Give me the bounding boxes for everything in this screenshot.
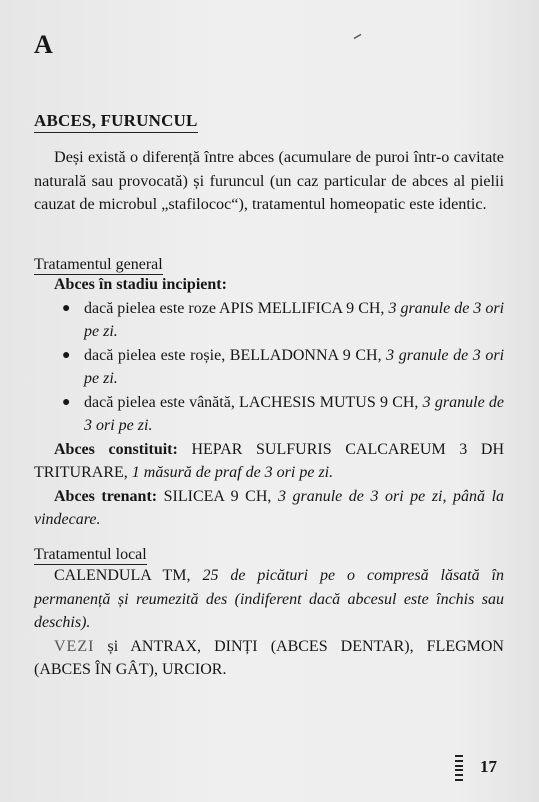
bullet-icon: ●: [62, 300, 71, 316]
constituted-abscess-paragraph: [34, 438, 504, 485]
constituted-dose: 1 măsură de praf de 3 ori pe zi.: [131, 464, 334, 481]
lingering-label: Abces trenant:: [54, 487, 158, 505]
local-treatment-heading: Tratamentul local: [34, 546, 147, 563]
local-treatment-body: [34, 564, 504, 682]
general-treatment-heading: Tratamentul general: [34, 256, 163, 273]
list-item: [34, 391, 504, 438]
index-letter: A: [34, 30, 54, 59]
remedy-text: dacă pielea este roșie, BELLADONNA 9 CH,: [84, 346, 387, 364]
see-references: ANTRAX, DINȚI (ABCES DENTAR), FLEGMON (ABCES ÎN GÂT), URCIOR.: [34, 637, 504, 678]
lingering-dose: 3 granule de 3 ori pe zi, până la vindecare.: [34, 487, 505, 528]
lingering-abscess-paragraph: [34, 485, 504, 532]
bullet-icon: ●: [62, 347, 71, 363]
see-also-paragraph: [34, 635, 504, 682]
bullet-icon: ●: [62, 394, 71, 410]
incipient-stage-label: Abces în stadiu incipient:: [54, 276, 227, 293]
list-item: [34, 297, 504, 344]
general-treatment-body: [34, 273, 504, 532]
remedy-dose: 3 granule de 3 ori pe zi.: [84, 393, 505, 434]
lingering-remedy: SILICEA 9 CH,: [157, 487, 278, 505]
page-number: 17: [480, 757, 497, 776]
see-label: VEZI: [54, 637, 95, 655]
local-remedy: CALENDULA TM,: [54, 567, 203, 584]
constituted-remedy: HEPAR SULFURIS CALCAREUM 3 DH TRITURARE,: [34, 440, 504, 481]
remedy-dose: 3 granule de 3 ori pe zi.: [84, 299, 505, 340]
intro-paragraph: Deși există o diferență între abces (acumulare de puroi într-o cavitate naturală sau provocată) și furuncul (un caz particular de abces al pielii cauzat de microbul „stafilococ“), tratamentul homeopatic este identic.: [34, 148, 504, 213]
remedy-text: dacă pielea este vânătă, LACHESIS MUTUS 9 CH,: [84, 393, 423, 411]
list-item: [34, 344, 504, 391]
pen-mark: ᐟ: [348, 29, 364, 53]
local-instructions: 25 de picături pe o compresă lăsată în permanență și reumezită des (indiferent dacă abcesul este închis sau deschis).: [34, 567, 505, 631]
remedy-text: dacă pielea este roze APIS MELLIFICA 9 CH,: [84, 299, 389, 317]
section-title: ABCES, FURUNCUL: [34, 111, 198, 133]
thumb-index-marker: [455, 755, 463, 781]
local-treatment-paragraph: [34, 564, 504, 635]
constituted-label: Abces constituit:: [54, 440, 178, 458]
see-and: și: [94, 637, 131, 655]
remedy-list: [34, 297, 504, 438]
remedy-dose: 3 granule de 3 ori pe zi.: [84, 346, 505, 387]
